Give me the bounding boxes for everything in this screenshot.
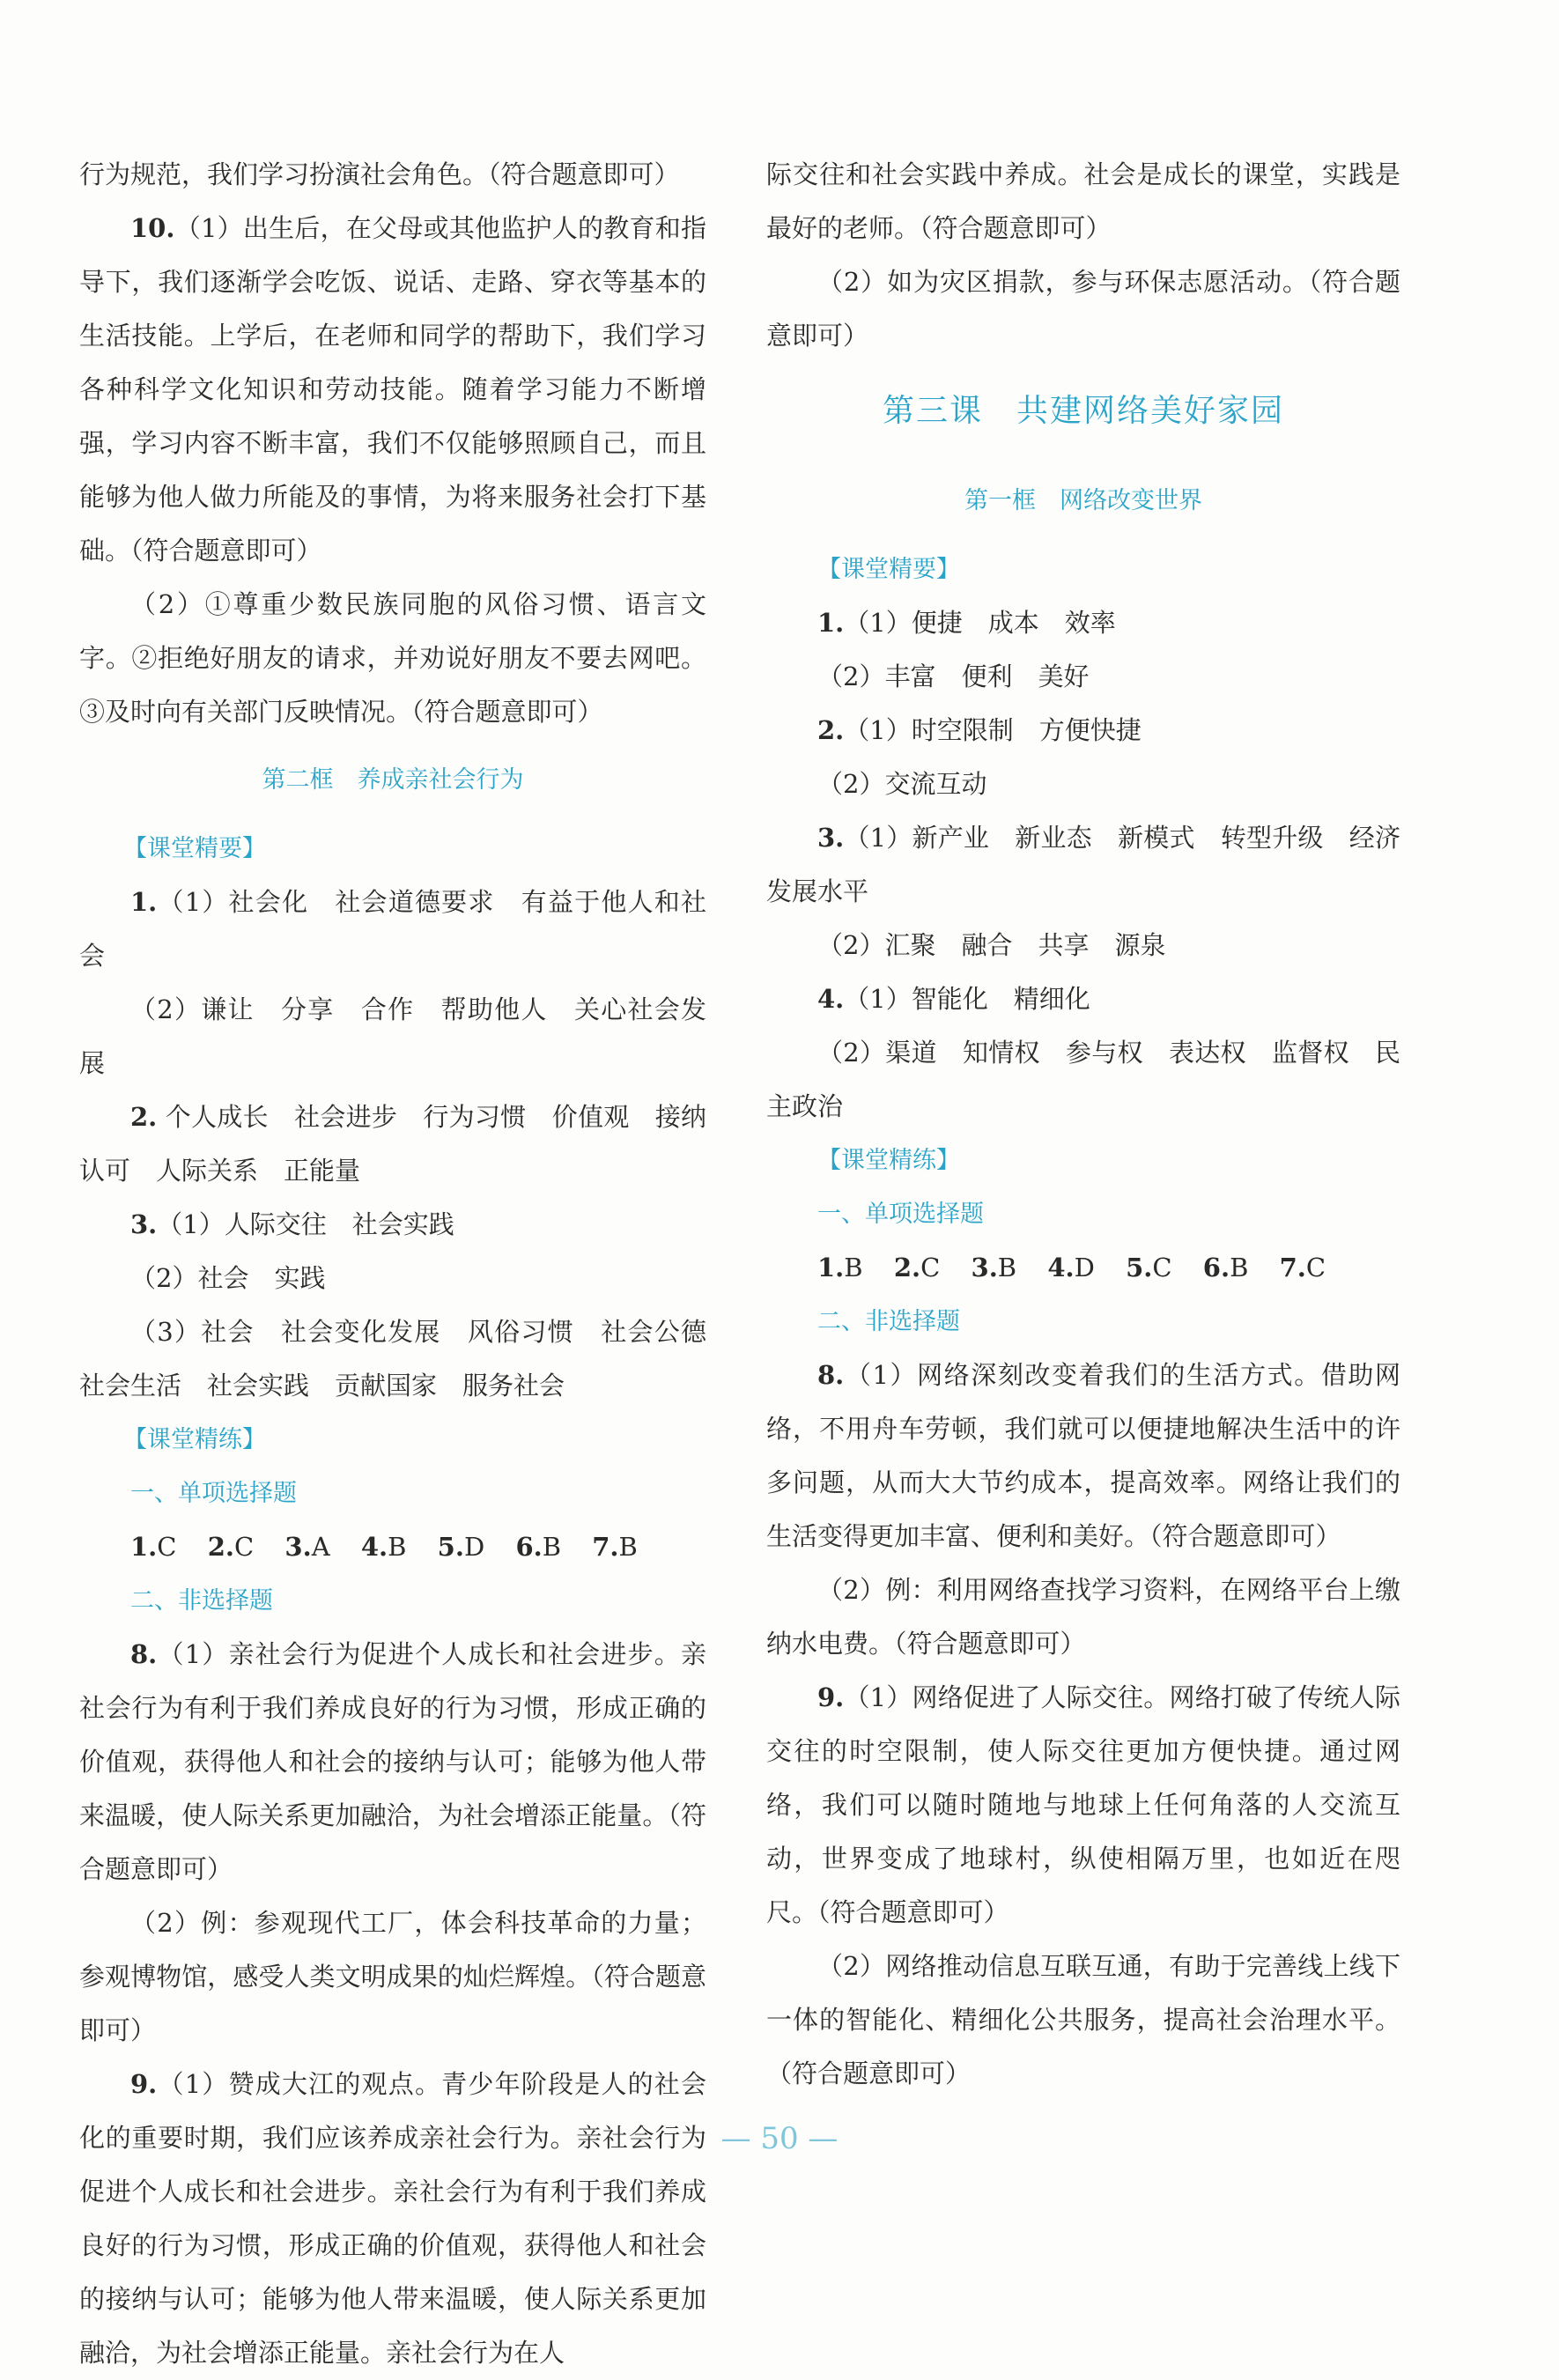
question-number: 9.: [817, 1682, 845, 1712]
key-point-2a: [766, 704, 1400, 758]
item-text: （1）新产业 新业态 新模式 转型升级 经济发展水平: [766, 823, 1400, 906]
item-text: （1）时空限制 方便快捷: [844, 715, 1142, 745]
choice-answer: 2.C: [207, 1532, 255, 1562]
question-8-part-1: [766, 1349, 1400, 1563]
key-point-3a: [766, 811, 1400, 919]
key-point-4b: （2）渠道 知情权 参与权 表达权 监督权 民主政治: [766, 1038, 1400, 1121]
tag-practice: 【课堂精练】: [817, 1147, 960, 1174]
paragraph: （2）如为灾区捐款，参与环保志愿活动。（符合题意即可）: [766, 267, 1400, 351]
item-number: 2.: [130, 1102, 158, 1132]
question-9-part-2: （2）网络推动信息互联互通，有助于完善线上线下一体的智能化、精细化公共服务，提高社会治理水平。（符合题意即可）: [766, 1951, 1400, 2088]
item-number: 1.: [130, 887, 158, 917]
lesson-title: 第三课 共建网络美好家园: [882, 393, 1284, 429]
question-number: 10.: [130, 213, 175, 243]
key-point-2b: （2）交流互动: [817, 769, 987, 799]
key-point-2: [79, 1090, 733, 1198]
choice-answer: 4.D: [1047, 1253, 1095, 1282]
choice-answer: 6.B: [1202, 1253, 1249, 1282]
choice-answer: 3.B: [971, 1253, 1017, 1282]
tag-practice: 【课堂精练】: [123, 1426, 266, 1453]
choice-answers: [766, 1241, 1400, 1295]
item-text: （1）便捷 成本 效率: [844, 608, 1116, 638]
key-point-1a: [766, 596, 1400, 650]
left-column: [79, 148, 733, 2380]
paragraph: 际交往和社会实践中养成。社会是成长的课堂，实践是最好的老师。（符合题意即可）: [766, 159, 1400, 243]
question-9-part-1: [79, 2058, 706, 2380]
choice-answer: 5.D: [437, 1532, 485, 1562]
paragraph: 行为规范，我们学习扮演社会角色。（符合题意即可）: [79, 159, 680, 189]
key-point-1b: （2）谦让 分享 合作 帮助他人 关心社会发展: [79, 994, 706, 1078]
choice-answer: 1.C: [130, 1532, 177, 1562]
item-text: （1）人际交往 社会实践: [157, 1209, 454, 1239]
answer-text: （1）出生后，在父母或其他监护人的教育和指导下，我们逐渐学会吃饭、说话、走路、穿衣等基本的生活技能。上学后，在老师和同学的帮助下，我们学习各种科学文化知识和劳动技能。随着学习能力不断增强，学习内容不断丰富，我们不仅能够照顾自己，而且能够为他人做力所能及的事情，为将来服务社会打下基础。（符合题意即可）: [79, 213, 706, 565]
item-number: 3.: [130, 1209, 158, 1239]
key-point-1a: [79, 876, 706, 983]
choice-answers: [79, 1520, 706, 1574]
choice-answer: 2.C: [893, 1253, 941, 1282]
choice-answer: 6.B: [515, 1532, 562, 1562]
key-point-3c: （3）社会 社会变化发展 风俗习惯 社会公德 社会生活 社会实践 贡献国家 服务社会: [79, 1317, 733, 1401]
item-text: 个人成长 社会进步 行为习惯 价值观 接纳 认可 人际关系 正能量: [79, 1102, 733, 1186]
question-9-part-1: [766, 1671, 1400, 1940]
question-number: 8.: [130, 1639, 158, 1669]
question-number: 8.: [817, 1360, 845, 1390]
key-point-4a: [766, 972, 1400, 1026]
answer-text: （1）网络深刻改变着我们的生活方式。借助网络，不用舟车劳顿，我们就可以便捷地解决生活中的许多问题，从而大大节约成本，提高效率。网络让我们的生活变得更加丰富、便利和美好。（符合题意即可）: [766, 1360, 1400, 1551]
tag-key-points: 【课堂精要】: [123, 835, 266, 862]
question-10-part-2: （2）①尊重少数民族同胞的风俗习惯、语言文字。②拒绝好朋友的请求，并劝说好朋友不要去网吧。③及时向有关部门反映情况。（符合题意即可）: [79, 589, 706, 727]
subheading-non-choice: 二、非选择题: [130, 1587, 273, 1615]
section-title: 第二框 养成亲社会行为: [262, 766, 524, 794]
answer-text: （1）网络促进了人际交往。网络打破了传统人际交往的时空限制，使人际交往更加方便快捷。通过网络，我们可以随时随地与地球上任何角落的人交流互动，世界变成了地球村，纵使相隔万里，也如近在咫尺。（符合题意即可）: [766, 1682, 1400, 1927]
item-number: 1.: [817, 608, 845, 638]
answer-text: （1）赞成大江的观点。青少年阶段是人的社会化的重要时期，我们应该养成亲社会行为。亲社会行为促进个人成长和社会进步。亲社会行为有利于我们养成良好的行为习惯，形成正确的价值观，获得他人和社会的接纳与认可；能够为他人带来温暖，使人际关系更加融洽，为社会增添正能量。亲社会行为在人: [79, 2069, 706, 2368]
choice-answer: 7.B: [592, 1532, 638, 1562]
subheading-non-choice: 二、非选择题: [817, 1308, 960, 1335]
item-number: 2.: [817, 715, 845, 745]
choice-answer: 5.C: [1126, 1253, 1172, 1282]
item-number: 4.: [817, 984, 845, 1014]
choice-answer: 4.B: [360, 1532, 407, 1562]
choice-answer: 1.B: [817, 1253, 863, 1282]
choice-answer: 3.A: [284, 1532, 330, 1562]
subheading-single-choice: 一、单项选择题: [130, 1480, 297, 1507]
item-text: （1）社会化 社会道德要求 有益于他人和社会: [79, 887, 706, 971]
question-8-part-1: [79, 1628, 706, 1896]
item-number: 3.: [817, 823, 845, 853]
key-point-1b: （2）丰富 便利 美好: [817, 662, 1090, 691]
key-point-3b: （2）社会 实践: [130, 1263, 326, 1293]
question-8-part-2: （2）例：利用网络查找学习资料，在网络平台上缴纳水电费。（符合题意即可）: [766, 1575, 1400, 1659]
item-text: （1）智能化 精细化: [844, 984, 1090, 1014]
tag-key-points: 【课堂精要】: [817, 556, 960, 583]
subheading-single-choice: 一、单项选择题: [817, 1201, 984, 1228]
key-point-3a: [79, 1198, 706, 1252]
question-8-part-2: （2）例：参观现代工厂，体会科技革命的力量；参观博物馆，感受人类文明成果的灿烂辉煌。（符合题意即可）: [79, 1908, 706, 2045]
question-number: 9.: [130, 2069, 158, 2099]
answer-text: （1）亲社会行为促进个人成长和社会进步。亲社会行为有利于我们养成良好的行为习惯，形成正确的价值观，获得他人和社会的接纳与认可；能够为他人带来温暖，使人际关系更加融洽，为社会增添正能量。（符合题意即可）: [79, 1639, 706, 1884]
question-10-part-1: [79, 202, 706, 578]
section-title: 第一框 网络改变世界: [964, 487, 1202, 514]
right-column: [766, 148, 1400, 2101]
key-point-3b: （2）汇聚 融合 共享 源泉: [817, 930, 1166, 960]
choice-answer: 7.C: [1279, 1253, 1326, 1282]
page-number: — 50 —: [720, 2121, 839, 2156]
